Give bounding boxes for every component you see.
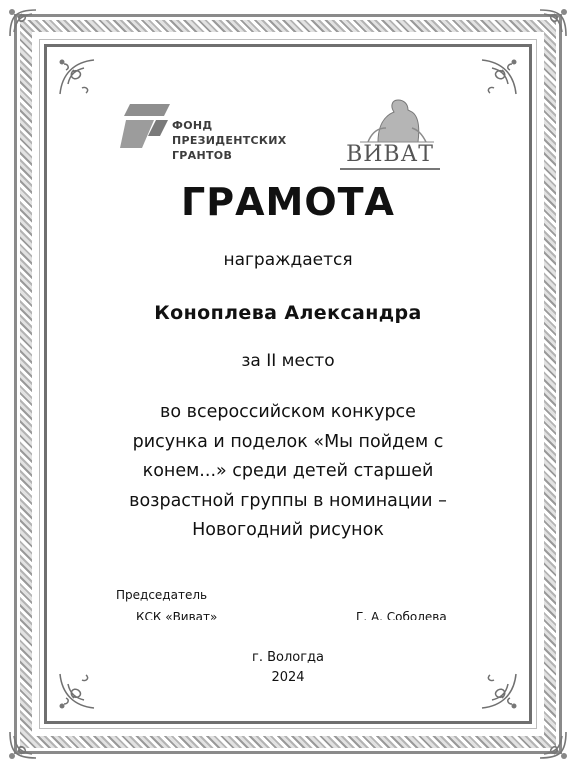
flourish-ornament-icon	[476, 54, 522, 100]
fund-logo-line: ГРАНТОВ	[172, 149, 233, 162]
signature-line-clipped	[100, 606, 480, 620]
signatory-role: Председатель	[116, 588, 208, 602]
certificate-title: ГРАМОТА	[181, 180, 395, 224]
awarded-caption: награждается	[223, 250, 353, 270]
vivat-logo-text: ВИВАТ	[346, 142, 434, 167]
description-line: Новогодний рисунок	[192, 520, 384, 540]
issue-city: г. Вологда	[251, 650, 324, 665]
vivat-club-logo	[338, 96, 446, 172]
corner-ornament-icon	[6, 6, 40, 40]
corner-ornament-icon	[536, 6, 570, 40]
signatory-name: Г. А. Соболева	[356, 610, 447, 620]
award-place: за II место	[241, 351, 335, 371]
description-line: возрастной группы в номинации –	[129, 490, 447, 511]
recipient-name: Коноплева Александра	[154, 302, 422, 324]
award-description	[0, 398, 576, 546]
horse-emblem-icon	[338, 96, 442, 144]
fund-logo-line: ПРЕЗИДЕНТСКИХ	[172, 134, 287, 147]
description-line: конем...» среди детей старшей	[142, 461, 434, 481]
flourish-ornament-icon	[54, 54, 100, 100]
fund-logo-text	[172, 118, 286, 163]
corner-ornament-icon	[536, 728, 570, 762]
vivat-logo-underline	[340, 168, 440, 170]
description-line: во всероссийском конкурсе	[160, 402, 416, 422]
signatory-organization: КСК «Виват»	[136, 610, 218, 620]
fund-logo-line: ФОНД	[172, 119, 213, 132]
fund-emblem-icon	[120, 102, 172, 150]
description-line: рисунка и поделок «Мы пойдем с	[132, 431, 444, 452]
presidential-grants-fund-logo	[120, 100, 310, 166]
corner-ornament-icon	[6, 728, 40, 762]
issue-year: 2024	[271, 670, 305, 685]
